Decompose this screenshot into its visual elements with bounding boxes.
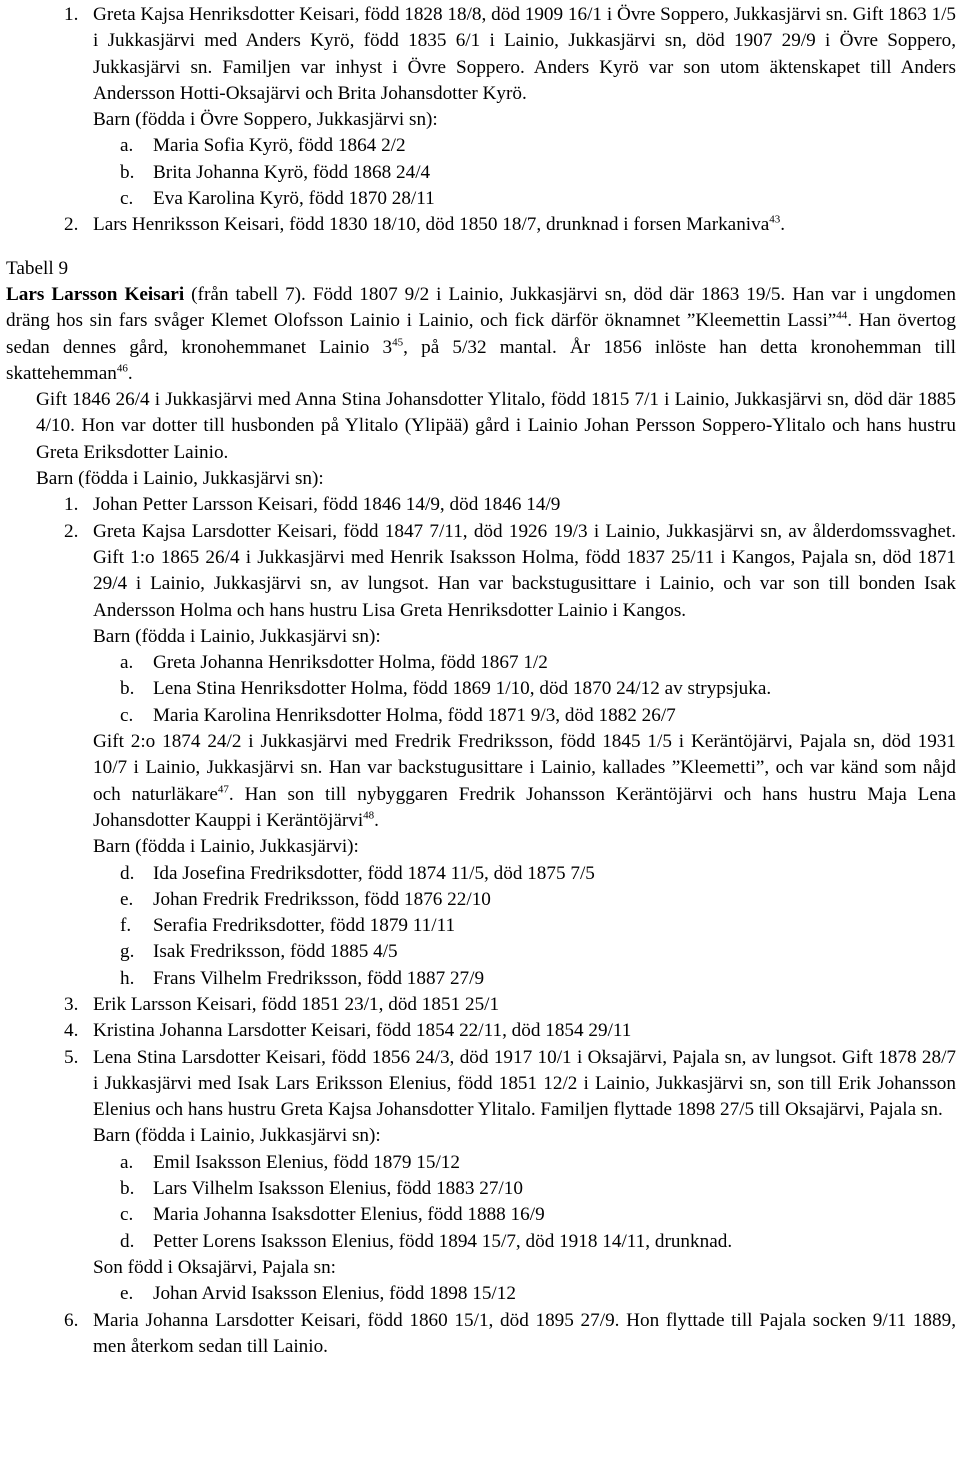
child-letter: c. [120, 704, 134, 726]
child-text: Isak Fredriksson, född 1885 4/5 [153, 941, 398, 963]
footnote-ref: 45 [392, 336, 404, 349]
child-item [6, 939, 956, 965]
child-letter: b. [120, 161, 135, 183]
child-letter: a. [120, 1151, 134, 1173]
child-text: Eva Karolina Kyrö, född 1870 28/11 [153, 188, 435, 210]
marriage-paragraph [6, 729, 956, 834]
list-number: 1. [64, 494, 79, 516]
child-letter: h. [120, 967, 135, 989]
child-text: Emil Isaksson Elenius, född 1879 15/12 [153, 1151, 460, 1173]
para-text: (från tabell 7). Född 1807 9/2 i Lainio, Jukkasjärvi sn, död där 1863 19/5. Han var i ungdomen dräng hos sin fars svåger Klemet Olofsson Lainio i Lainio, och fick därför öknamnet ”Kleemettin Lassi” [6, 283, 956, 332]
footnote-ref: 43 [769, 213, 781, 226]
item-text: Erik Larsson Keisari, född 1851 23/1, död 1851 25/1 [93, 993, 500, 1015]
child-text: Maria Johanna Isaksdotter Elenius, född 1888 16/9 [153, 1204, 545, 1226]
list-item [6, 1018, 956, 1044]
item-text: Greta Kajsa Larsdotter Keisari, född 1847 7/11, död 1926 19/3 i Lainio, Jukkasjärvi sn, av ålderdomssvaghet. Gift 1:o 1865 26/4 i Jukkasjärvi med Henrik Isaksson Holma, född 1837 25/11 i Kangos, Pajala sn, död 1871 29/4 i Lainio, Jukkasjärvi sn, av lungsot. Han var backstugusittare i Lainio, och var son till bonden Isak Andersson Holma och hans hustru Lisa Greta Henriksdotter Lainio i Kangos. [93, 520, 956, 621]
child-item [6, 160, 956, 186]
child-text: Lars Vilhelm Isaksson Elenius, född 1883 27/10 [153, 1178, 523, 1200]
para-text: . Han son till nybyggaren Fredrik Johansson Keräntöjärvi och hans hustru Maja Lena Johansdotter Kauppi i Keräntöjärvi [93, 783, 957, 831]
child-text: Johan Arvid Isaksson Elenius, född 1898 15/12 [153, 1283, 516, 1305]
para-text: Gift 2:o 1874 24/2 i Jukkasjärvi med Fredrik Fredriksson, född 1845 1/5 i Keräntöjärvi, Pajala sn, död 1931 10/7 i Lainio, Jukkasjärvi sn. Han var backstugusittare i Lainio, kallades ”Kleemetti”, och var känd som nåjd och naturläkare [93, 731, 956, 805]
item-text: Johan Petter Larsson Keisari, född 1846 14/9, död 1846 14/9 [93, 494, 561, 516]
para-text: , på 5/32 mantal. År 1856 inlöste han detta kronohemman till skattehemman [6, 336, 956, 384]
child-letter: c. [120, 188, 134, 210]
children-heading: Son född i Oksajärvi, Pajala sn: [93, 1256, 337, 1278]
child-item [6, 966, 956, 992]
item-text: Greta Kajsa Henriksdotter Keisari, född 1828 18/8, död 1909 16/1 i Övre Soppero, Jukkasjärvi sn. Gift 1863 1/5 i Jukkasjärvi med Anders Kyrö, född 1835 6/1 i Lainio, Jukkasjärvi sn, död 1907 29/9 i Övre Soppero, Jukkasjärvi sn. Familjen var inhyst i Övre Soppero. Anders Kyrö var son utom äktenskapet till Anders Andersson Hotti-Oksajärvi och Brita Johansdotter Kyrö. [93, 4, 956, 104]
child-text: Lena Stina Henriksdotter Holma, född 1869 1/10, död 1870 24/12 av strypsjuka. [153, 678, 772, 700]
child-item [6, 887, 956, 913]
section-title: Tabell 9 [6, 257, 69, 279]
list-item [6, 492, 956, 518]
list-number: 2. [64, 520, 79, 542]
child-text: Brita Johanna Kyrö, född 1868 24/4 [153, 161, 431, 183]
child-text: Serafia Fredriksdotter, född 1879 11/11 [153, 915, 456, 937]
para-text: . [374, 809, 379, 831]
child-item [6, 1281, 956, 1307]
children-heading: Barn (födda i Lainio, Jukkasjärvi sn): [93, 1125, 381, 1147]
child-text: Greta Johanna Henriksdotter Holma, född 1867 1/2 [153, 652, 548, 674]
child-letter: b. [120, 1178, 135, 1200]
child-item [6, 703, 956, 729]
item-text: Lena Stina Larsdotter Keisari, född 1856 24/3, död 1917 10/1 i Oksajärvi, Pajala sn, av lungsot. Gift 1878 28/7 i Jukkasjärvi med Isak Lars Eriksson Elenius, född 1851 12/2 i Lainio, Jukkasjärvi sn, son till Erik Johansson Elenius och hans hustru Greta Kajsa Johansdotter Ylitalo. Familjen flyttade 1898 27/5 till Oksajärvi, Pajala sn. [93, 1046, 956, 1121]
list-item [6, 992, 956, 1018]
list-number: 5. [64, 1046, 79, 1068]
list-number: 4. [64, 1020, 79, 1042]
person-name: Lars Larsson Keisari [6, 283, 185, 305]
child-letter: c. [120, 1204, 134, 1226]
children-heading: Barn (födda i Lainio, Jukkasjärvi sn): [93, 625, 381, 647]
child-letter: e. [120, 888, 134, 910]
children-heading: Barn (födda i Övre Soppero, Jukkasjärvi sn): [93, 109, 438, 131]
para-text: . [127, 362, 133, 384]
child-text: Maria Karolina Henriksdotter Holma, född 1871 9/3, död 1882 26/7 [153, 704, 676, 726]
child-letter: g. [120, 941, 135, 963]
child-item [6, 1176, 956, 1202]
child-item [6, 1150, 956, 1176]
child-text: Johan Fredrik Fredriksson, född 1876 22/10 [153, 888, 491, 910]
child-item [6, 650, 956, 676]
footnote-ref: 46 [116, 362, 128, 375]
child-letter: a. [120, 652, 134, 674]
list-item-greta-kajsa-henriksdotter [6, 2, 956, 107]
child-letter: e. [120, 1283, 134, 1305]
list-item-lars-henriksson [6, 212, 956, 238]
child-letter: f. [120, 915, 132, 937]
child-text: Petter Lorens Isaksson Elenius, född 1894 15/7, död 1918 14/11, drunknad. [153, 1230, 733, 1252]
child-text: Frans Vilhelm Fredriksson, född 1887 27/9 [153, 967, 485, 989]
children-heading: Barn (födda i Lainio, Jukkasjärvi): [93, 836, 359, 858]
child-item [6, 1229, 956, 1255]
child-item [6, 133, 956, 159]
item-text: Lars Henriksson Keisari, född 1830 18/10, död 1850 18/7, drunknad i forsen Markaniva [93, 214, 770, 236]
child-item [6, 186, 956, 212]
child-item [6, 861, 956, 887]
footnote-ref: 47 [217, 783, 229, 796]
child-item [6, 913, 956, 939]
child-text: Ida Josefina Fredriksdotter, född 1874 11/5, död 1875 7/5 [153, 862, 595, 884]
item-text: Kristina Johanna Larsdotter Keisari, född 1854 22/11, död 1854 29/11 [93, 1020, 632, 1042]
list-item [6, 1308, 956, 1361]
footnote-ref: 44 [836, 309, 848, 322]
child-item [6, 1202, 956, 1228]
list-number: 2. [64, 214, 79, 236]
child-text: Maria Sofia Kyrö, född 1864 2/2 [153, 135, 406, 157]
child-letter: b. [120, 678, 135, 700]
marriage-paragraph: Gift 1846 26/4 i Jukkasjärvi med Anna Stina Johansdotter Ylitalo, född 1815 7/1 i Lainio, Jukkasjärvi sn, död där 1885 4/10. Hon var dotter till husbonden på Ylitalo (Ylipää) gård i Lainio Johan Persson Soppero-Ylitalo och hans hustru Greta Eriksdotter Lainio. [36, 389, 956, 463]
child-letter: a. [120, 135, 134, 157]
footnote-ref: 48 [363, 809, 375, 822]
child-item [6, 676, 956, 702]
child-letter: d. [120, 862, 135, 884]
para-text: . Han övertog sedan dennes gård, kronohemmanet Lainio 3 [6, 310, 956, 358]
item-text: Maria Johanna Larsdotter Keisari, född 1860 15/1, död 1895 27/9. Hon flyttade till Pajala socken 9/11 1889, men återkom sedan till Lainio. [93, 1309, 956, 1357]
list-item [6, 1045, 956, 1124]
section-paragraph [6, 282, 956, 387]
list-number: 6. [64, 1309, 79, 1331]
list-number: 1. [64, 4, 79, 25]
list-item [6, 519, 956, 624]
children-heading: Barn (födda i Lainio, Jukkasjärvi sn): [36, 468, 324, 490]
item-text-end: . [780, 214, 786, 236]
child-letter: d. [120, 1230, 135, 1252]
list-number: 3. [64, 993, 79, 1015]
